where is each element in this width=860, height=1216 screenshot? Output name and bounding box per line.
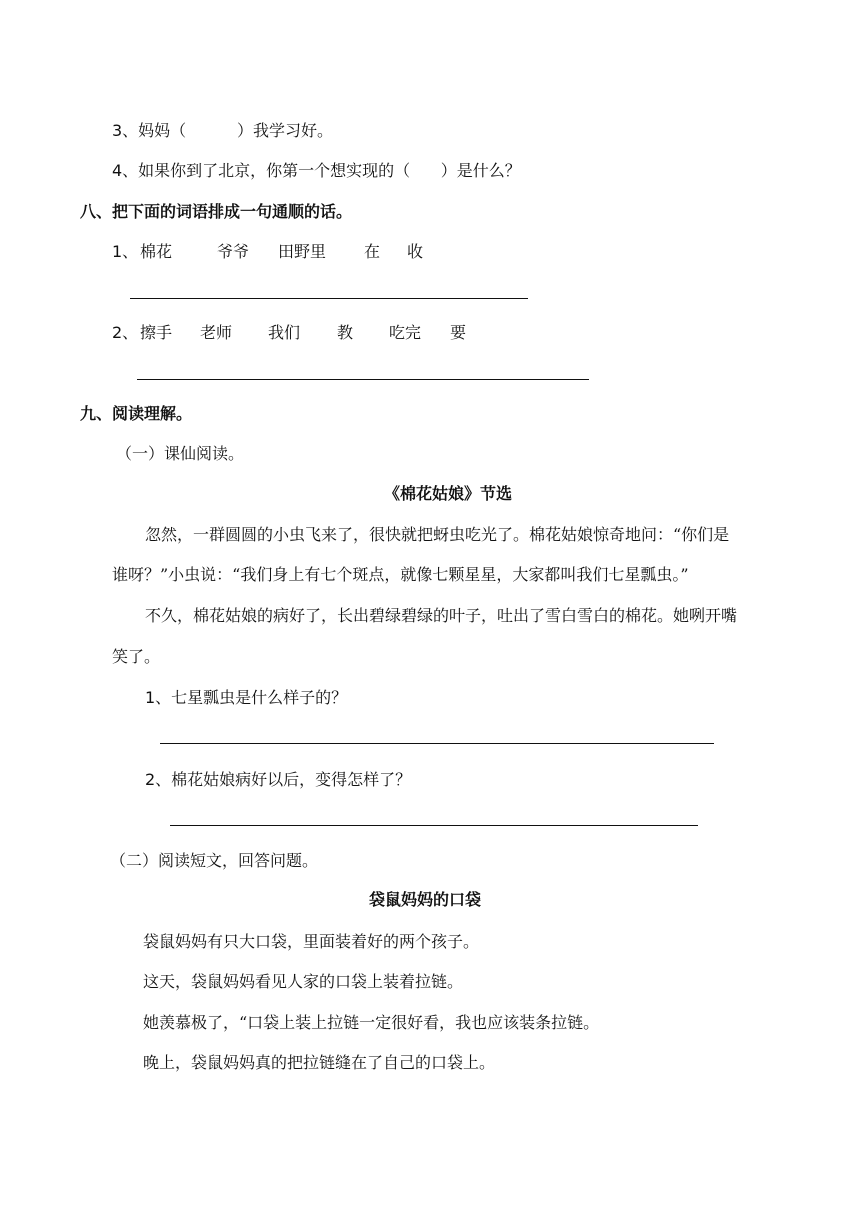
passage-2-line-2: 这天，袋鼠妈妈看见人家的口袋上装着拉链。 [143, 972, 464, 991]
answer-line-9-1-2[interactable] [170, 825, 698, 826]
q8-2-word-1: 擦手 [140, 323, 173, 342]
q8-2-word-4: 教 [337, 323, 354, 342]
answer-line-9-1-1[interactable] [160, 743, 714, 744]
passage-1-para-1-line-2: 谁呀？”小虫说：“我们身上有七个斑点，就像七颗星星，大家都叫我们七星瓢虫。” [112, 565, 689, 584]
q8-2-word-2: 老师 [200, 323, 233, 342]
part-2-label: （二）阅读短文，回答问题。 [110, 851, 319, 870]
part-2-title: 袋鼠妈妈的口袋 [369, 890, 482, 909]
q8-2-word-5: 吃完 [389, 323, 422, 342]
q8-2-word-3: 我们 [268, 323, 301, 342]
passage-1-para-2-line-2: 笑了。 [112, 647, 161, 666]
answer-line-8-2[interactable] [137, 379, 589, 380]
passage-1-para-1-line-1: 忽然，一群圆圆的小虫飞来了，很快就把蚜虫吃光了。棉花姑娘惊奇地问：“你们是 [145, 525, 730, 544]
q8-1-word-3: 田野里 [278, 242, 327, 261]
passage-2-line-4: 晚上，袋鼠妈妈真的把拉链缝在了自己的口袋上。 [143, 1053, 496, 1072]
passage-1-para-2-line-1: 不久，棉花姑娘的病好了，长出碧绿碧绿的叶子，吐出了雪白雪白的棉花。她咧开嘴 [145, 606, 738, 625]
answer-line-8-1[interactable] [130, 298, 528, 299]
section-9-heading: 九、阅读理解。 [80, 404, 193, 423]
q8-2-number: 2、 [112, 323, 139, 342]
question-7-4: 4、如果你到了北京，你第一个想实现的（ ）是什么？ [112, 161, 521, 180]
question-9-1-1: 1、七星瓢虫是什么样子的？ [145, 688, 348, 707]
part-1-label: （一）课仙阅读。 [116, 444, 245, 463]
q8-1-word-1: 棉花 [140, 242, 173, 261]
passage-2-line-3: 她羡慕极了，“口袋上装上拉链一定很好看，我也应该装条拉链。 [143, 1013, 600, 1032]
passage-2-line-1: 袋鼠妈妈有只大口袋，里面装着好的两个孩子。 [143, 932, 480, 951]
q8-1-number: 1、 [112, 242, 139, 261]
q8-1-word-2: 爷爷 [217, 242, 250, 261]
question-7-3: 3、妈妈（ ）我学习好。 [112, 121, 334, 140]
question-9-1-2: 2、棉花姑娘病好以后，变得怎样了？ [145, 770, 412, 789]
q8-1-word-4: 在 [364, 242, 381, 261]
q8-2-word-6: 要 [450, 323, 467, 342]
part-1-title: 《棉花姑娘》节选 [384, 484, 513, 503]
section-8-heading: 八、把下面的词语排成一句通顺的话。 [80, 202, 353, 221]
q8-1-word-5: 收 [407, 242, 424, 261]
